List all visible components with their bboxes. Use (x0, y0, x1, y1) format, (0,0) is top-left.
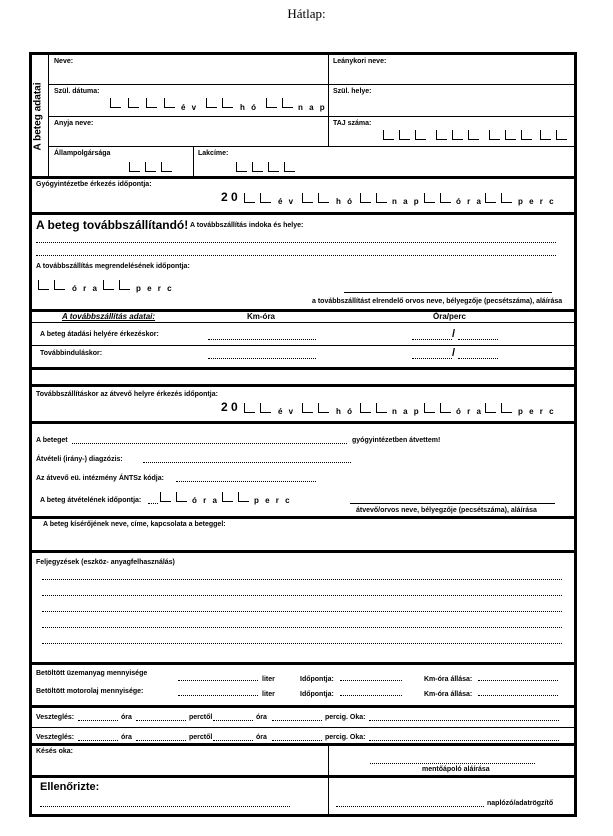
handover-time-label: A beteg átvételének időpontja: (40, 497, 142, 504)
page-title: Hátlap: (287, 6, 326, 21)
birth-place-label: Szül. helye: (333, 88, 372, 95)
transfer-reason-label: A továbbszállítás indoka és helye: (190, 222, 304, 229)
diagnosis-field[interactable] (143, 462, 351, 463)
frame-top (29, 52, 577, 55)
received-institution-field[interactable] (72, 443, 347, 444)
fuel-km-field[interactable] (478, 680, 558, 681)
checked-label: Ellenőrizte: (40, 781, 100, 793)
handover-min-field[interactable] (458, 339, 498, 340)
fuel-time-field[interactable] (340, 680, 402, 681)
antsz-field[interactable] (176, 481, 316, 482)
address-label: Lakcíme: (198, 150, 229, 157)
paramedic-signature-label: mentőápoló aláírása (422, 766, 490, 773)
transfer-arrival-label: Továbbszállításkor az átvevő helyre érkezés időpontja: (36, 391, 218, 398)
receiver-signature-line[interactable] (350, 503, 555, 504)
km-column-header: Km-óra (247, 312, 276, 321)
transfer-reason-line-1[interactable] (36, 242, 556, 243)
oil-time-field[interactable] (340, 695, 402, 696)
oil-km-field[interactable] (478, 695, 558, 696)
delay-label: Késés oka: (36, 748, 73, 755)
orderer-signature-label: a továbbszállítást elrendelő orvos neve, bélyegzője (pecsétszáma), aláírása (312, 298, 563, 305)
diagnosis-label: Átvételi (irány-) diagzózis: (36, 456, 123, 463)
time-column-header: Óra/perc (433, 312, 466, 321)
escort-label: A beteg kísérőjének neve, címe, kapcsolata a beteggel: (43, 521, 226, 528)
taj-label: TAJ száma: (333, 120, 372, 127)
departure-min-field[interactable] (458, 358, 498, 359)
fuel-amount-field[interactable] (178, 680, 258, 681)
escort-field (29, 550, 577, 553)
fuel-label: Betöltött üzemanyag mennyisége (36, 670, 148, 677)
arrival-label: Gyógyintézetbe érkezés időpontja: (36, 181, 152, 188)
checked-signature-line[interactable] (40, 806, 290, 807)
notes-label: Feljegyzések (eszköz- anyagfelhasználás) (36, 559, 175, 566)
frame-right (574, 52, 577, 816)
departure-km-field[interactable] (208, 358, 316, 359)
birth-date-label: Szül. dátuma: (54, 88, 100, 95)
mother-name-label: Anyja neve: (54, 120, 94, 127)
citizenship-label: Állampolgársága (54, 150, 111, 157)
patient-side-label: A beteg adatai (32, 82, 44, 150)
logger-label: naplózó/adatrögzítő (487, 800, 554, 807)
transfer-heading: A beteg továbbszállítandó! (36, 218, 189, 232)
logger-signature-line[interactable] (336, 806, 484, 807)
handover-place-label: A beteg átadási helyére érkezéskor: (40, 331, 159, 338)
departure-label: Továbbinduláskor: (40, 350, 103, 357)
received-suffix: gyógyintézetben átvettem! (352, 437, 441, 444)
departure-hour-field[interactable] (412, 358, 452, 359)
received-prefix: A beteget (36, 437, 68, 444)
name-label: Neve: (54, 58, 74, 65)
paramedic-signature-line[interactable] (370, 763, 535, 764)
receiver-signature-label: átvevő/orvos neve, bélyegzője (pecsétszáma), aláírása (356, 507, 537, 514)
orderer-signature-line[interactable] (344, 292, 552, 293)
transfer-order-label: A továbbszállítás megrendelésének időpontja: (36, 263, 190, 270)
maiden-name-label: Leánykori neve: (333, 58, 387, 65)
transfer-data-heading: A továbbszállítás adatai: (62, 312, 156, 321)
oil-label: Betöltött motorolaj mennyisége: (36, 688, 144, 695)
transfer-reason-line-2[interactable] (36, 255, 556, 256)
handover-hour-field[interactable] (412, 339, 452, 340)
oil-amount-field[interactable] (178, 695, 258, 696)
patient-divider (48, 54, 49, 176)
handover-km-field[interactable] (208, 339, 316, 340)
frame-bottom (29, 814, 577, 817)
antsz-label: Az átvevő eü. intézmény ÁNTSz kódja: (36, 475, 164, 482)
